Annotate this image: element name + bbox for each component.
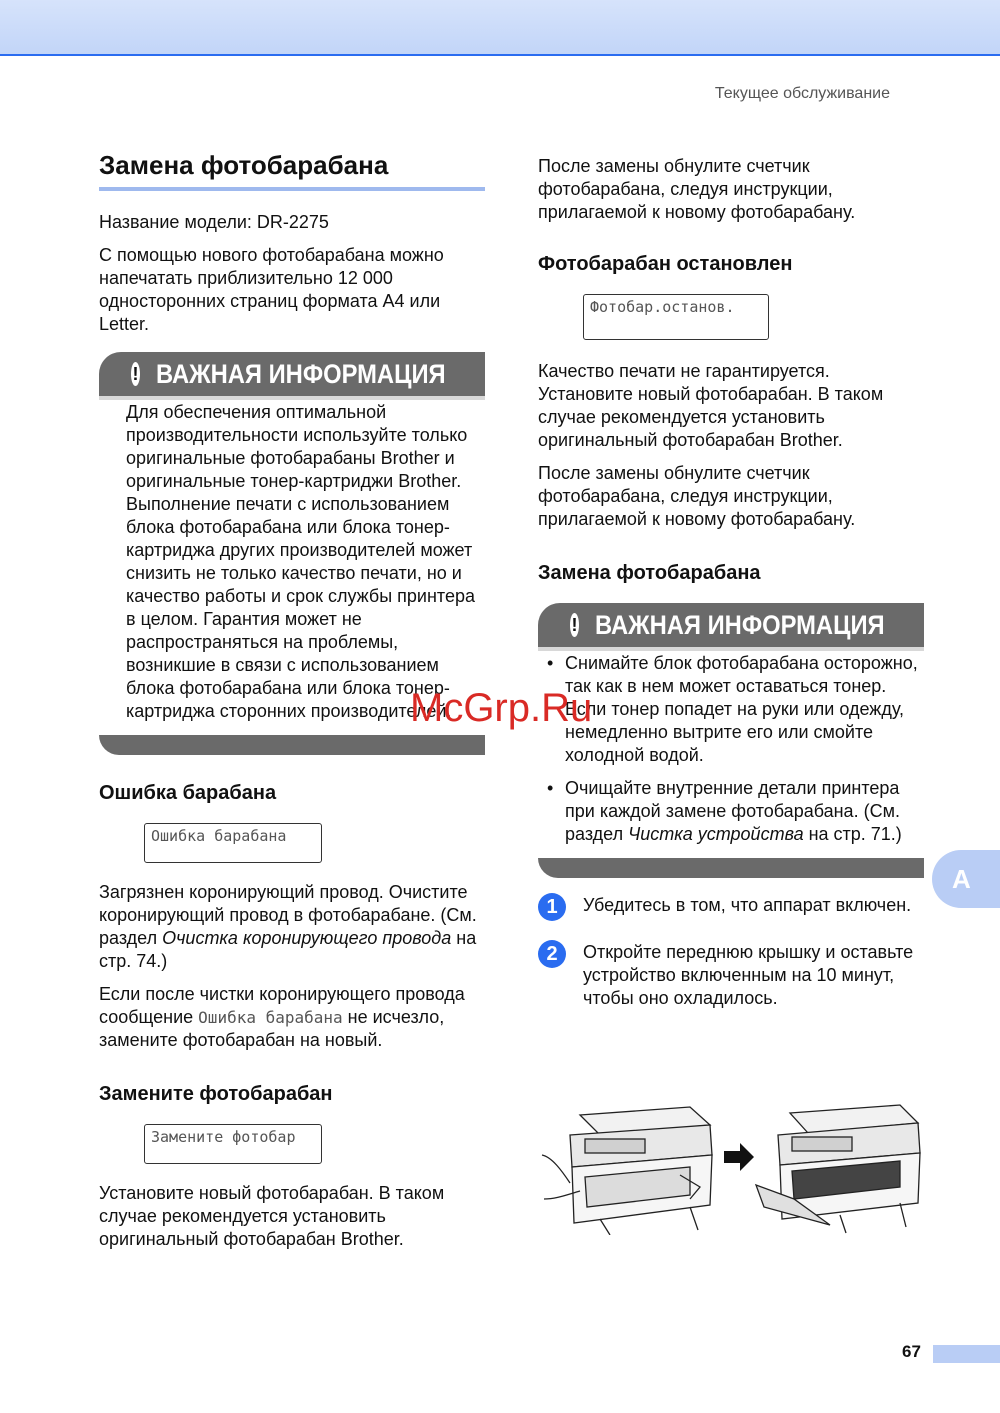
important-body: Для обеспечения оптимальной производительности используйте только оригинальные фотобарабаны Brother и оригинальные тонер-картриджи Brother. Выполнение печати с использованием блока фотобарабана или блока тонер-картриджа других производителей может снизить не только качество печати, но и качество работы и срок службы принтера в целом. Гарантия может не распространяться на проблемы, возникшие в связи с использованием блока фотобарабана или блока тонер-картриджа сторонних производителей. xyxy=(126,402,475,721)
step-number-2: 2 xyxy=(538,940,566,968)
page-number: 67 xyxy=(902,1342,921,1361)
important-bullets xyxy=(547,652,924,846)
step-1 xyxy=(538,894,924,921)
replace-drum-paragraph: Установите новый фотобарабан. В таком случае рекомендуется установить оригинальный фотобарабан Brother. xyxy=(99,1183,445,1249)
lcd-drum-error: Ошибка барабана xyxy=(144,823,322,863)
important-title: ВАЖНАЯ ИНФОРМАЦИЯ xyxy=(155,358,446,389)
bullet-text-2a: Очищайте внутренние детали принтера при каждой замене фотобарабана. (См. раздел xyxy=(565,778,900,844)
bullet-item xyxy=(547,652,924,767)
important-footer-bar xyxy=(99,735,485,755)
running-title: Текущее обслуживание xyxy=(714,85,890,102)
important-box-2 xyxy=(538,603,924,878)
appendix-tab[interactable]: A xyxy=(932,850,1000,908)
step-number-1: 1 xyxy=(538,893,566,921)
drum-stopped-paragraph-1: Качество печати не гарантируется. Установите новый фотобарабан. В таком случае рекомендуется установить оригинальный фотобарабан Brother. xyxy=(538,361,884,450)
printer-closed-image xyxy=(542,1107,712,1235)
drum-error-p1-text-a: Загрязнен коронирующий провод. Очистите коронирующий провод в фотобарабане. (См. раздел xyxy=(99,882,477,948)
drum-error-p2-text-a: Если после чистки коронирующего провода сообщение xyxy=(99,984,465,1027)
lcd-drum-stopped: Фотобар.останов. xyxy=(583,294,769,340)
page-number-bar xyxy=(933,1345,1000,1363)
important-header xyxy=(99,352,485,400)
replace-drum-heading: Замените фотобарабан xyxy=(99,1083,333,1105)
section-title: Замена фотобарабана xyxy=(99,150,485,191)
drum-stopped-paragraph-2: После замены обнулите счетчик фотобарабана, следуя инструкции, прилагаемой к новому фотобарабану. xyxy=(538,463,856,529)
drum-error-paragraph-2 xyxy=(99,983,485,1052)
important-body-2 xyxy=(538,651,924,858)
exclamation-icon: ! xyxy=(571,615,578,635)
intro-paragraph: С помощью нового фотобарабана можно напечатать приблизительно 12 000 односторонних страниц формата A4 или Letter. xyxy=(99,245,444,334)
drum-error-p1-text-b: на стр. 74.) xyxy=(99,928,477,971)
drum-error-p2-text-b: не исчезло, замените фотобарабан на новый. xyxy=(99,1007,445,1050)
exclamation-icon: ! xyxy=(132,364,139,384)
arrow-right-icon xyxy=(724,1143,754,1171)
step-text-1: Убедитесь в том, что аппарат включен. xyxy=(583,895,912,915)
drum-error-heading: Ошибка барабана xyxy=(99,782,277,804)
important-header-2 xyxy=(538,603,924,651)
model-name: Название модели: DR-2275 xyxy=(99,212,329,232)
step-2 xyxy=(538,941,924,1010)
drum-error-paragraph-1 xyxy=(99,881,485,973)
reset-counter-paragraph: После замены обнулите счетчик фотобарабана, следуя инструкции, прилагаемой к новому фотобарабану. xyxy=(538,156,856,222)
top-header-band xyxy=(0,0,1000,56)
bullet-text-1: Снимайте блок фотобарабана осторожно, так как в нем может оставаться тонер. Если тонер попадет на руки или одежду, немедленно вытрите его или смойте холодной водой. xyxy=(565,653,918,765)
printer-open-image xyxy=(756,1105,920,1233)
bullet-text-2b: на стр. 71.) xyxy=(803,824,902,844)
drum-error-message: Ошибка барабана xyxy=(198,1008,343,1027)
printer-illustration xyxy=(540,1095,924,1235)
step-text-2: Откройте переднюю крышку и оставьте устройство включенным на 10 минут, чтобы оно охладилось. xyxy=(583,942,914,1008)
drum-stopped-heading: Фотобарабан остановлен xyxy=(538,253,793,275)
watermark-text: McGrp.Ru xyxy=(410,686,593,730)
lcd-replace-drum: Замените фотобар xyxy=(144,1124,322,1164)
important-title-2: ВАЖНАЯ ИНФОРМАЦИЯ xyxy=(594,609,885,640)
cleaning-link[interactable]: Чистка устройства xyxy=(628,824,804,844)
bullet-dot-icon: • xyxy=(547,653,554,673)
bullet-item xyxy=(547,777,924,846)
bullet-dot-icon: • xyxy=(547,778,554,798)
replacing-heading: Замена фотобарабана xyxy=(538,562,761,584)
important-footer-bar-2 xyxy=(538,858,924,878)
corona-wire-link[interactable]: Очистка коронирующего провода xyxy=(162,928,452,948)
right-column xyxy=(538,155,924,1030)
